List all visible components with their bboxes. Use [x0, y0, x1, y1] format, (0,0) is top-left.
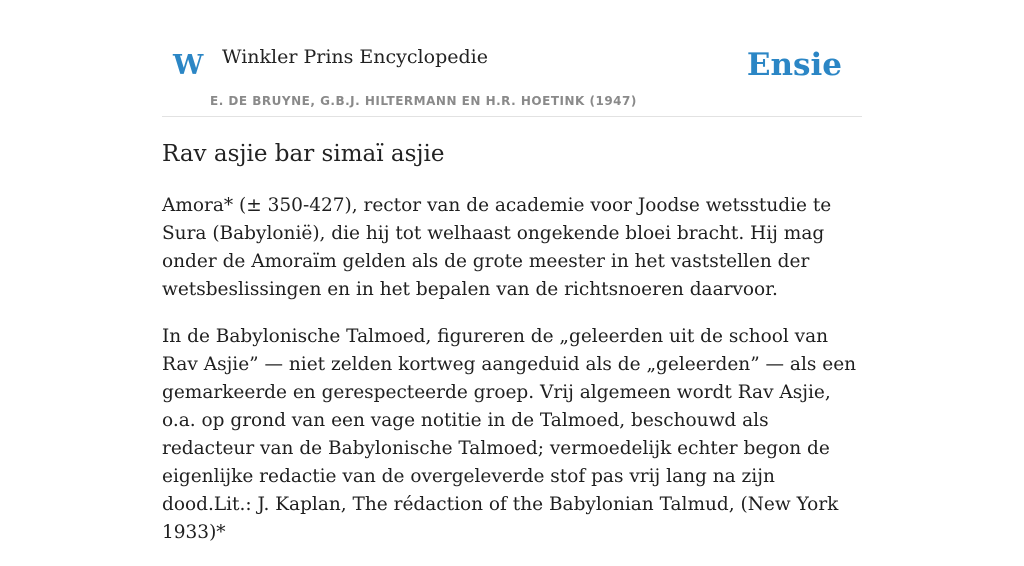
article-paragraph: In de Babylonische Talmoed, figureren de „geleerden uit de school van Rav Asjie” — niet zelden kortweg aangeduid als de „geleerden” — als een gemarkeerde en gerespecteerde groep. Vrij algemeen wordt Rav Asjie, o.a. op grond van een vage notitie in de Talmoed, beschouwd als redacteur van de Babylonische Talmoed; vermoedelijk echter begon de eigenlijke redactie van de overgeleverde stof pas vrij lang na zijn dood.Lit.: J. Kaplan, The rédaction of the Babylonian Talmud, (New York 1933)* — [162, 326, 857, 543]
authors-line: E. DE BRUYNE, G.B.J. HILTERMANN EN H.R. HOETINK (1947) — [210, 94, 637, 108]
article-title: Rav asjie bar simaï asjie — [162, 141, 445, 167]
page-container — [162, 0, 862, 543]
article-body — [162, 192, 862, 566]
site-title[interactable]: Winkler Prins Encyclopedie — [222, 46, 488, 68]
winkler-prins-logo[interactable]: W — [173, 50, 204, 81]
article-paragraph: Amora* (± 350-427), rector van de academie voor Joodse wetsstudie te Sura (Babylonië), die hij tot welhaast ongekende bloei bracht. Hij mag onder de Amoraïm gelden als de grote meester in het vaststellen der wetsbeslissingen en in het bepalen van de richtsnoeren daarvoor. — [162, 195, 832, 300]
ensie-brand-link[interactable]: Ensie — [746, 47, 842, 83]
site-header — [162, 0, 862, 117]
